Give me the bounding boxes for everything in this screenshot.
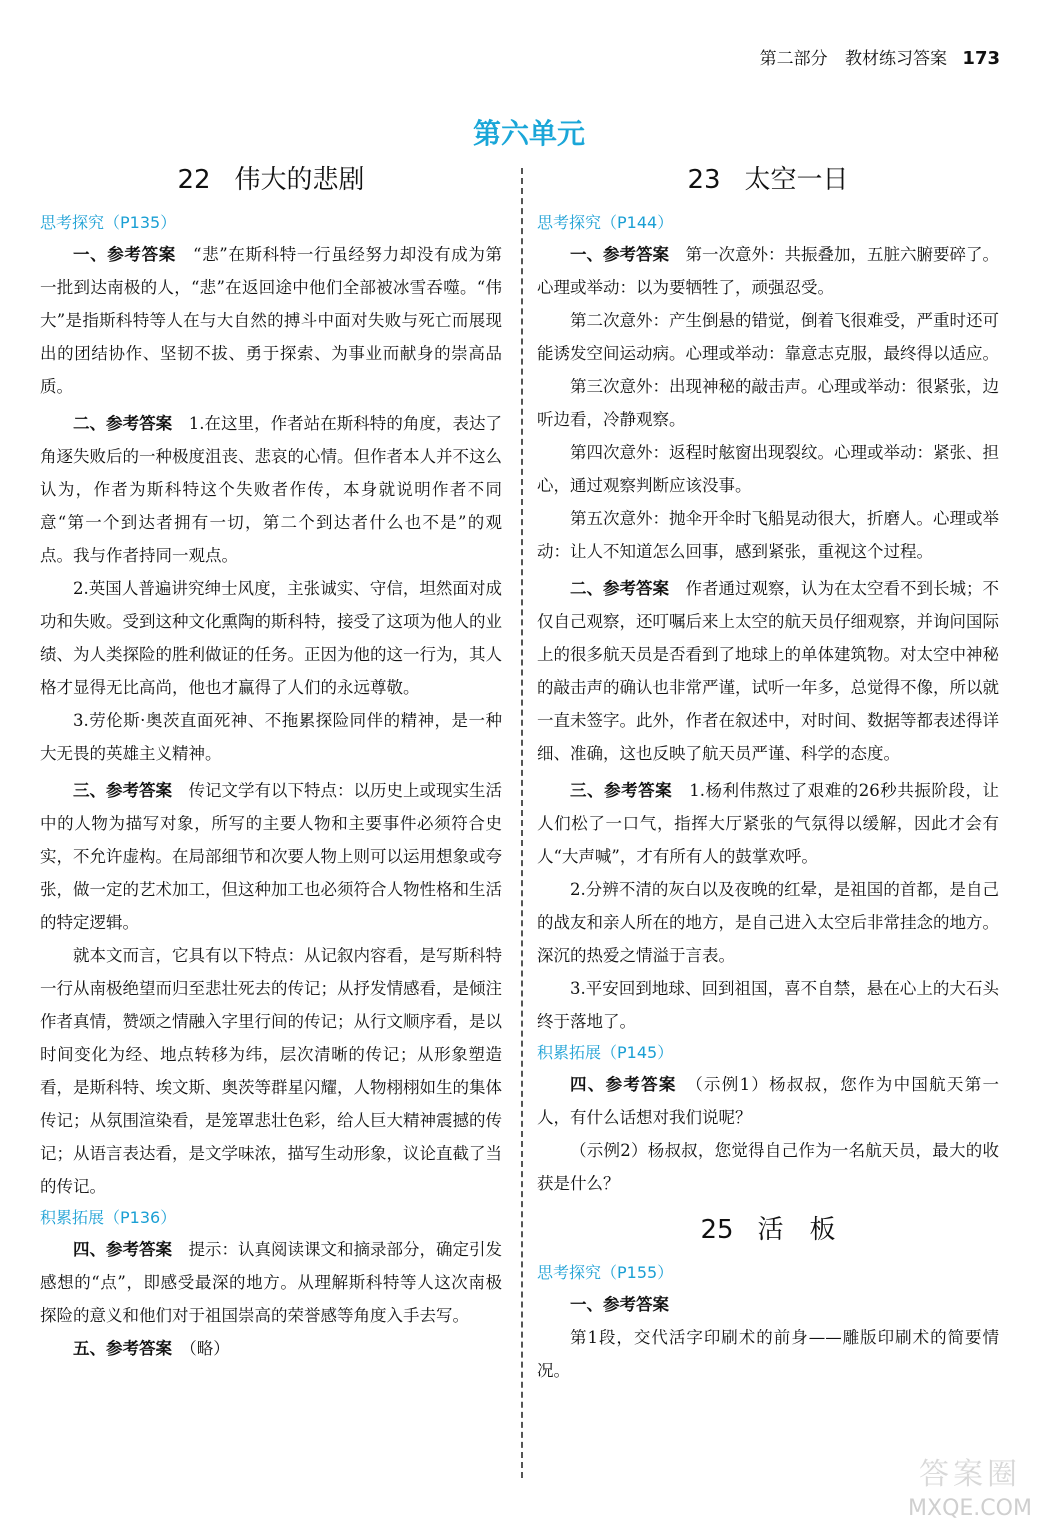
lesson-title-23 xyxy=(537,160,999,200)
lesson-title-22 xyxy=(40,160,502,200)
answer-paragraph: 第二次意外：产生倒悬的错觉，倒着飞很难受，严重时还可能诱发空间运动病。心理或举动：靠意志克服，最终得以适应。 xyxy=(537,311,999,363)
lesson-name: 太空一日 xyxy=(744,165,849,195)
answer-paragraph: （示例2）杨叔叔，您觉得自己作为一名航天员，最大的收获是什么？ xyxy=(537,1141,999,1193)
answer-paragraph: 3.劳伦斯·奥茨直面死神、不拖累探险同伴的精神，是一种大无畏的英雄主义精神。 xyxy=(40,711,502,763)
answer-paragraph: 第四次意外：返程时舷窗出现裂纹。心理或举动：紧张、担心，通过观察判断应该没事。 xyxy=(537,443,999,495)
watermark-text: 答案圈 xyxy=(919,1457,1021,1492)
answer-paragraph: 三、参考答案 1.杨利伟熬过了艰难的26秒共振阶段，让人们松了一口气，指挥大厅紧张的气氛得以缓解，因此才会有人“大声喊”，才有所有人的鼓掌欢呼。 xyxy=(537,781,999,866)
answer-paragraph: 一、参考答案 “悲”在斯科特一行虽经努力却没有成为第一批到达南极的人，“悲”在返回途中他们全部被冰雪吞噬。“伟大”是指斯科特等人在与大自然的搏斗中面对失败与死亡而展现出的团结协作、坚韧不拔、勇于探索、为事业而献身的崇高品质。 xyxy=(40,245,503,396)
answer-paragraph: 3.平安回到地球、回到祖国，喜不自禁，悬在心上的大石头终于落地了。 xyxy=(537,979,999,1031)
lesson-title-25 xyxy=(537,1210,999,1250)
answer-paragraph: 四、参考答案 （示例1）杨叔叔，您作为中国航天第一人，有什么话想对我们说呢？ xyxy=(537,1075,999,1127)
answer-paragraph: 四、参考答案 提示：认真阅读课文和摘录部分，确定引发感想的“点”，即感受最深的地方。从理解斯科特等人这次南极探险的意义和他们对于祖国崇高的荣誉感等角度入手去写。 xyxy=(40,1240,502,1325)
answer-paragraph: 二、参考答案 作者通过观察，认为在太空看不到长城；不仅自己观察，还叮嘱后来上太空的航天员仔细观察，并询问国际上的很多航天员是否看到了地球上的单体建筑物。对太空中神秘的敲击声的确认也非常严谨，试听一年多，总觉得不像，所以就一直未签字。此外，作者在叙述中，对时间、数据等都表述得详细、准确，这也反映了航天员严谨、科学的态度。 xyxy=(537,579,999,763)
answer-heading: 三、参考答案 xyxy=(73,781,172,800)
answer-heading: 二、参考答案 xyxy=(570,579,669,598)
section-label: 积累拓展（P136） xyxy=(40,1208,177,1227)
part-label: 第二部分 xyxy=(759,49,828,69)
answer-paragraph: 一、参考答案 第一次意外：共振叠加，五脏六腑要碎了。心理或举动：以为要牺牲了，顽强忍受。 xyxy=(537,245,999,297)
section-label: 积累拓展（P145） xyxy=(537,1043,674,1062)
page-header xyxy=(760,44,1000,69)
unit-title: 第六单元 xyxy=(472,117,585,150)
answer-heading: 二、参考答案 xyxy=(73,414,173,433)
answer-heading: 一、参考答案 xyxy=(570,245,669,264)
section-label: 思考探究（P135） xyxy=(40,213,177,232)
left-column xyxy=(40,160,502,1365)
lesson-name: 伟大的悲剧 xyxy=(234,165,365,195)
answer-heading: 一、参考答案 xyxy=(73,245,176,264)
lesson-name: 活 板 xyxy=(757,1215,836,1245)
answer-paragraph: 2.分辨不清的灰白以及夜晚的红晕，是祖国的首都，是自己的战友和亲人所在的地方，是自己进入太空后非常挂念的地方。深沉的热爱之情溢于言表。 xyxy=(537,880,999,965)
answer-paragraph: 第三次意外：出现神秘的敲击声。心理或举动：很紧张，边听边看，冷静观察。 xyxy=(537,377,999,429)
watermark-logo xyxy=(900,1458,1040,1528)
answer-heading: 四、参考答案 xyxy=(73,1240,172,1259)
right-column xyxy=(537,160,999,1387)
answer-paragraph xyxy=(537,1288,999,1321)
lesson-number: 25 xyxy=(700,1215,734,1245)
section-label: 思考探究（P155） xyxy=(537,1263,674,1282)
lesson-number: 22 xyxy=(177,165,211,195)
answer-paragraph: 第五次意外：抛伞开伞时飞船晃动很大，折磨人。心理或举动：让人不知道怎么回事，感到紧张，重视这个过程。 xyxy=(537,509,999,561)
answer-paragraph: 五、参考答案 （略） xyxy=(73,1339,230,1358)
answer-heading: 四、参考答案 xyxy=(570,1075,677,1094)
column-divider xyxy=(521,168,523,1478)
answer-heading: 一、参考答案 xyxy=(570,1295,669,1314)
answer-paragraph: 就本文而言，它具有以下特点：从记叙内容看，是写斯科特一行从南极绝望而归至悲壮死去的传记；从抒发情感看，是倾注作者真情，赞颂之情融入字里行间的传记；从行文顺序看，是以时间变化为经、地点转移为纬，层次清晰的传记；从形象塑造看，是斯科特、埃文斯、奥茨等群星闪耀，人物栩栩如生的集体传记；从氛围渲染看，是笼罩悲壮色彩，给人巨大精神震撼的传记；从语言表达看，是文学味浓，描写生动形象，议论直截了当的传记。 xyxy=(40,946,502,1196)
answer-paragraph: 三、参考答案 传记文学有以下特点：以历史上或现实生活中的人物为描写对象，所写的主要人物和主要事件必须符合史实，不允许虚构。在局部细节和次要人物上则可以运用想象或夸张，做一定的艺术加工，但这种加工也必须符合人物性格和生活的特定逻辑。 xyxy=(40,781,502,932)
answer-heading: 三、参考答案 xyxy=(570,781,673,800)
answer-paragraph: 第1段，交代活字印刷术的前身——雕版印刷术的简要情况。 xyxy=(537,1328,999,1380)
watermark-url: MXQE.COM xyxy=(908,1496,1032,1521)
answer-paragraph: 2.英国人普遍讲究绅士风度，主张诚实、守信，坦然面对成功和失败。受到这种文化熏陶的斯科特，接受了这项为他人的业绩、为人类探险的胜利做证的任务。正因为他的这一行为，其人格才显得无比高尚，他也才赢得了人们的永远尊敬。 xyxy=(40,579,502,697)
subtitle-label: 教材练习答案 xyxy=(845,49,948,69)
section-label: 思考探究（P144） xyxy=(537,213,674,232)
page-number: 173 xyxy=(962,48,1000,69)
answer-paragraph: 二、参考答案 1.在这里，作者站在斯科特的角度，表达了角逐失败后的一种极度沮丧、悲哀的心情。但作者本人并不这么认为，作者为斯科特这个失败者作传，本身就说明作者不同意“第一个到达者拥有一切，第二个到达者什么也不是”的观点。我与作者持同一观点。 xyxy=(40,414,503,565)
answer-heading: 五、参考答案 xyxy=(73,1339,172,1358)
lesson-number: 23 xyxy=(687,165,721,195)
